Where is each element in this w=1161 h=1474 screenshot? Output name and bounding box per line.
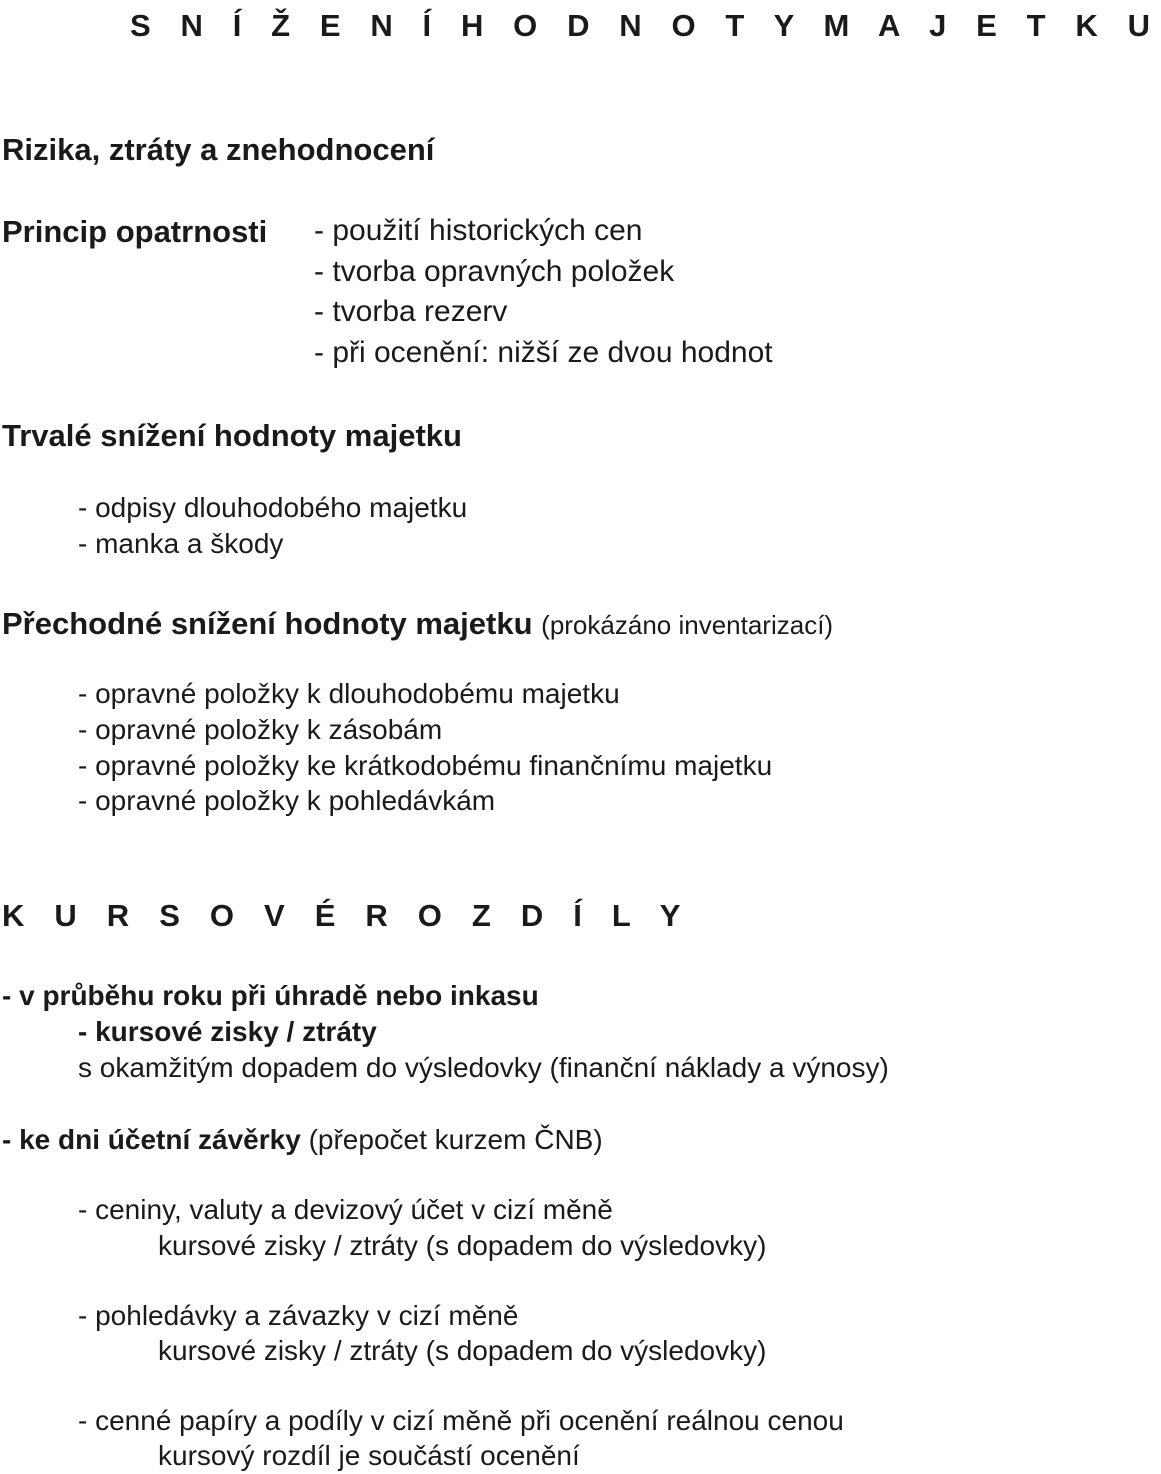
prudence-item: - tvorba opravných položek (314, 255, 675, 288)
permanent-item: - manka a škody (78, 528, 284, 559)
temporary-item: - opravné položky k zásobám (78, 714, 443, 745)
temporary-heading-note: (prokázáno inventarizací) (541, 610, 834, 640)
year-end-item: - pohledávky a závazky v cizí měně (78, 1300, 519, 1331)
section-title-fx-differences: K U R S O V É R O Z D Í L Y (2, 898, 692, 933)
year-end-item: - ceniny, valuty a devizový účet v cizí měně (78, 1194, 613, 1225)
during-year-heading: - v průběhu roku při úhradě nebo inkasu (2, 980, 539, 1011)
year-end-item: - cenné papíry a podíly v cizí měně při ocenění reálnou cenou (78, 1405, 844, 1436)
year-end-heading-note: (přepočet kurzem ČNB) (308, 1124, 603, 1155)
during-year-detail: s okamžitým dopadem do výsledovky (finanční náklady a výnosy) (78, 1052, 889, 1083)
year-end-heading (2, 1126, 603, 1154)
prudence-item: - tvorba rezerv (314, 295, 508, 328)
year-end-detail: kursové zisky / ztráty (s dopadem do výsledovky) (158, 1335, 767, 1366)
permanent-item: - odpisy dlouhodobého majetku (78, 492, 468, 523)
prudence-label: Princip opatrnosti (2, 214, 268, 249)
permanent-heading: Trvalé snížení hodnoty majetku (2, 418, 462, 453)
temporary-item: - opravné položky ke krátkodobému finančnímu majetku (78, 750, 773, 781)
year-end-heading-text: - ke dni účetní závěrky (2, 1124, 301, 1155)
section-title-impairment: S N Í Ž E N Í H O D N O T Y M A J E T K U (130, 8, 1161, 43)
temporary-heading (2, 608, 833, 639)
temporary-heading-text: Přechodné snížení hodnoty majetku (2, 606, 533, 641)
year-end-detail: kursový rozdíl je součástí ocenění (158, 1440, 580, 1471)
prudence-item: - při ocenění: nižší ze dvou hodnot (314, 336, 773, 369)
year-end-detail: kursové zisky / ztráty (s dopadem do výsledovky) (158, 1230, 767, 1261)
during-year-sub: - kursové zisky / ztráty (78, 1016, 377, 1047)
prudence-item: - použití historických cen (314, 214, 643, 247)
temporary-item: - opravné položky k dlouhodobému majetku (78, 678, 620, 709)
risks-heading: Rizika, ztráty a znehodnocení (2, 132, 435, 167)
temporary-item: - opravné položky k pohledávkám (78, 785, 496, 816)
